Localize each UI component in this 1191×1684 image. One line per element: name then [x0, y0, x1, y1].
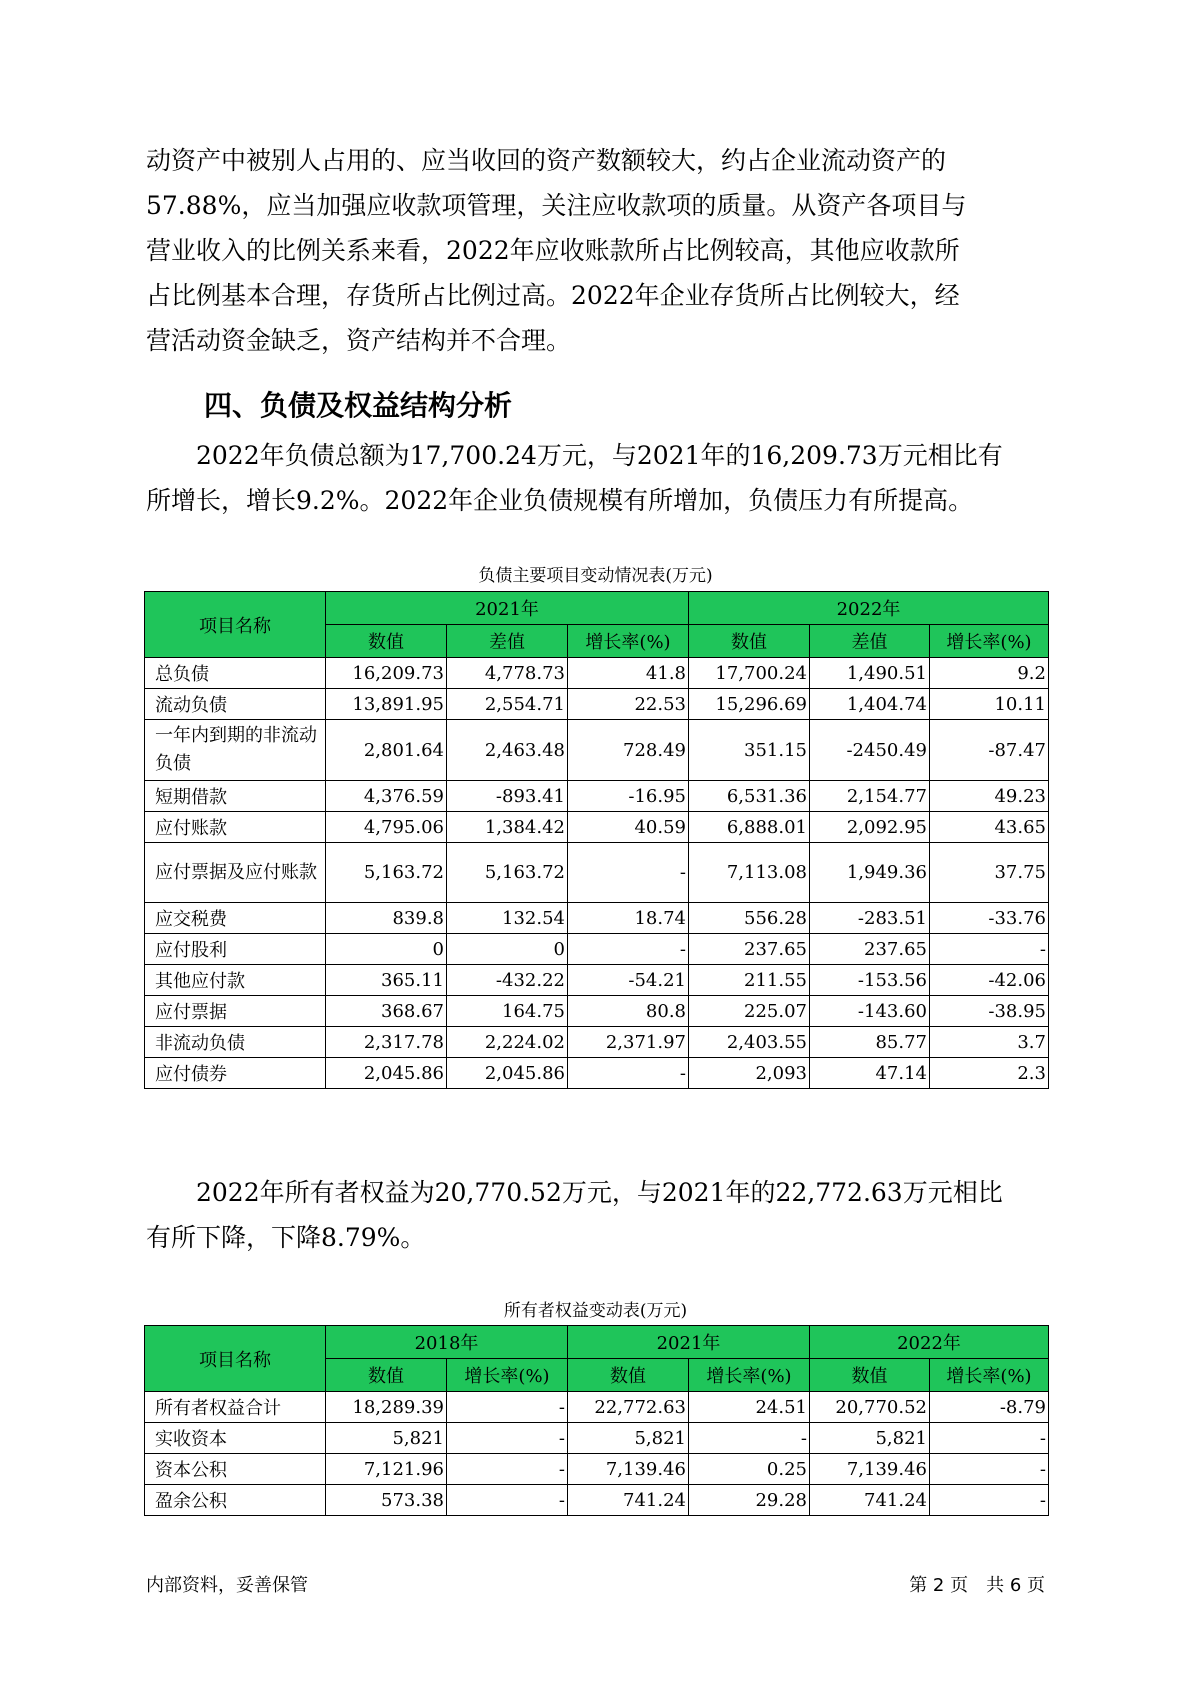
table-cell: - [930, 1485, 1049, 1516]
table-cell: 2.3 [930, 1058, 1049, 1089]
table-row [145, 1027, 1049, 1058]
table-cell: -432.22 [447, 965, 568, 996]
table-cell: 0 [326, 934, 447, 965]
table-cell: 5,163.72 [326, 843, 447, 903]
column-header: 差值 [810, 625, 930, 658]
table-cell: 7,113.08 [689, 843, 810, 903]
row-label: 应付票据 [145, 996, 326, 1027]
table-cell: 5,163.72 [447, 843, 568, 903]
table-cell: -153.56 [810, 965, 930, 996]
table-cell: 365.11 [326, 965, 447, 996]
table-cell: -283.51 [810, 903, 930, 934]
table-cell: 49.23 [930, 781, 1049, 812]
row-label: 应付账款 [145, 812, 326, 843]
row-label: 应付票据及应付账款 [145, 843, 326, 903]
row-label: 盈余公积 [145, 1485, 326, 1516]
column-header-name: 项目名称 [145, 1326, 326, 1392]
table-cell: 741.24 [810, 1485, 930, 1516]
debt-table-caption: 负债主要项目变动情况表(万元) [478, 566, 713, 586]
table-cell: - [568, 843, 689, 903]
text-line: 动资产中被别人占用的、应当收回的资产数额较大，约占企业流动资产的 [146, 146, 947, 175]
table-cell: 132.54 [447, 903, 568, 934]
text-line: 营活动资金缺乏，资产结构并不合理。 [146, 326, 572, 355]
equity-table-caption: 所有者权益变动表(万元) [503, 1301, 688, 1321]
text-line: 占比例基本合理，存货所占比例过高。2022年企业存货所占比例较大，经 [146, 281, 960, 310]
table-cell: - [447, 1485, 568, 1516]
table-cell: 16,209.73 [326, 658, 447, 689]
section-heading: 四、负债及权益结构分析 [204, 389, 513, 422]
table-row [145, 1058, 1049, 1089]
table-cell: 9.2 [930, 658, 1049, 689]
text-line: 2022年负债总额为17,700.24万元，与2021年的16,209.73万元相比有 [196, 441, 1003, 470]
column-header: 数值 [689, 625, 810, 658]
table-cell: 164.75 [447, 996, 568, 1027]
table-cell: 2,463.48 [447, 720, 568, 781]
debt-table-year-row [145, 592, 1049, 625]
equity-paragraph [146, 1170, 1046, 1260]
table-cell: 5,821 [810, 1423, 930, 1454]
table-cell: 573.38 [326, 1485, 447, 1516]
table-cell: - [568, 934, 689, 965]
column-header: 增长率(%) [568, 625, 689, 658]
year-header: 2022年 [689, 592, 1049, 625]
equity-table [144, 1325, 1049, 1516]
column-header: 增长率(%) [689, 1359, 810, 1392]
table-cell: 22.53 [568, 689, 689, 720]
row-label: 应付股利 [145, 934, 326, 965]
table-row [145, 1423, 1049, 1454]
row-label: 其他应付款 [145, 965, 326, 996]
table-cell: 2,554.71 [447, 689, 568, 720]
equity-table-year-row [145, 1326, 1049, 1359]
table-cell: 18.74 [568, 903, 689, 934]
debt-table [144, 591, 1049, 1089]
table-cell: -16.95 [568, 781, 689, 812]
table-cell: 18,289.39 [326, 1392, 447, 1423]
table-cell: 7,139.46 [568, 1454, 689, 1485]
footer-confidential-note: 内部资料，妥善保管 [146, 1575, 308, 1596]
table-cell: 351.15 [689, 720, 810, 781]
table-cell: 7,139.46 [810, 1454, 930, 1485]
table-cell: 2,224.02 [447, 1027, 568, 1058]
column-header: 增长率(%) [930, 625, 1049, 658]
table-cell: 839.8 [326, 903, 447, 934]
table-cell: -42.06 [930, 965, 1049, 996]
table-cell: 1,490.51 [810, 658, 930, 689]
table-row [145, 1485, 1049, 1516]
text-line: 所增长，增长9.2%。2022年企业负债规模有所增加，负债压力有所提高。 [146, 486, 974, 515]
table-row [145, 934, 1049, 965]
table-cell: - [447, 1454, 568, 1485]
table-cell: -38.95 [930, 996, 1049, 1027]
column-header: 数值 [326, 1359, 447, 1392]
table-cell: 10.11 [930, 689, 1049, 720]
table-cell: -2450.49 [810, 720, 930, 781]
table-row [145, 903, 1049, 934]
table-cell: 2,801.64 [326, 720, 447, 781]
table-cell: 3.7 [930, 1027, 1049, 1058]
table-cell: - [930, 1423, 1049, 1454]
table-cell: 4,795.06 [326, 812, 447, 843]
column-header-name: 项目名称 [145, 592, 326, 658]
table-cell: - [689, 1423, 810, 1454]
table-cell: 5,821 [568, 1423, 689, 1454]
table-cell: 2,371.97 [568, 1027, 689, 1058]
table-cell: 2,045.86 [447, 1058, 568, 1089]
table-cell: -893.41 [447, 781, 568, 812]
table-cell: - [930, 934, 1049, 965]
table-cell: 15,296.69 [689, 689, 810, 720]
table-cell: 225.07 [689, 996, 810, 1027]
table-cell: 728.49 [568, 720, 689, 781]
text-line: 57.88%，应当加强应收款项管理，关注应收款项的质量。从资产各项目与 [146, 191, 967, 220]
table-cell: 80.8 [568, 996, 689, 1027]
table-cell: 4,376.59 [326, 781, 447, 812]
row-label: 总负债 [145, 658, 326, 689]
table-cell: -8.79 [930, 1392, 1049, 1423]
table-cell: 0.25 [689, 1454, 810, 1485]
row-label: 实收资本 [145, 1423, 326, 1454]
table-row [145, 720, 1049, 781]
year-header: 2021年 [568, 1326, 810, 1359]
table-cell: 22,772.63 [568, 1392, 689, 1423]
table-cell: 741.24 [568, 1485, 689, 1516]
column-header: 数值 [326, 625, 447, 658]
table-row [145, 1454, 1049, 1485]
column-header: 数值 [810, 1359, 930, 1392]
table-cell: 2,092.95 [810, 812, 930, 843]
text-line: 2022年所有者权益为20,770.52万元，与2021年的22,772.63万元相比 [196, 1178, 1003, 1207]
table-cell: 41.8 [568, 658, 689, 689]
table-cell: 0 [447, 934, 568, 965]
table-cell: 6,888.01 [689, 812, 810, 843]
table-row [145, 781, 1049, 812]
row-label: 所有者权益合计 [145, 1392, 326, 1423]
row-label: 短期借款 [145, 781, 326, 812]
table-cell: 211.55 [689, 965, 810, 996]
table-cell: 85.77 [810, 1027, 930, 1058]
footer-page-number: 第 2 页 共 6 页 [909, 1575, 1045, 1596]
table-cell: 1,949.36 [810, 843, 930, 903]
table-cell: 43.65 [930, 812, 1049, 843]
table-cell: 5,821 [326, 1423, 447, 1454]
column-header: 增长率(%) [930, 1359, 1049, 1392]
table-cell: - [447, 1423, 568, 1454]
table-row [145, 658, 1049, 689]
table-cell: 40.59 [568, 812, 689, 843]
table-row [145, 812, 1049, 843]
text-line: 有所下降，下降8.79%。 [146, 1223, 426, 1252]
table-cell: 6,531.36 [689, 781, 810, 812]
row-label: 流动负债 [145, 689, 326, 720]
table-cell: 2,317.78 [326, 1027, 447, 1058]
table-cell: -87.47 [930, 720, 1049, 781]
table-cell: 20,770.52 [810, 1392, 930, 1423]
row-label: 资本公积 [145, 1454, 326, 1485]
table-cell: 368.67 [326, 996, 447, 1027]
table-cell: 237.65 [689, 934, 810, 965]
column-header: 数值 [568, 1359, 689, 1392]
table-row [145, 689, 1049, 720]
table-cell: 556.28 [689, 903, 810, 934]
table-cell: -54.21 [568, 965, 689, 996]
table-cell: 2,045.86 [326, 1058, 447, 1089]
table-cell: 237.65 [810, 934, 930, 965]
table-cell: 2,154.77 [810, 781, 930, 812]
table-cell: - [568, 1058, 689, 1089]
table-cell: 1,384.42 [447, 812, 568, 843]
debt-table-body [145, 658, 1049, 1089]
year-header: 2022年 [810, 1326, 1049, 1359]
table-cell: 2,093 [689, 1058, 810, 1089]
equity-table-body [145, 1392, 1049, 1516]
table-cell: 1,404.74 [810, 689, 930, 720]
column-header: 差值 [447, 625, 568, 658]
table-cell: 7,121.96 [326, 1454, 447, 1485]
table-cell: 47.14 [810, 1058, 930, 1089]
table-cell: 2,403.55 [689, 1027, 810, 1058]
table-row [145, 1392, 1049, 1423]
table-cell: 37.75 [930, 843, 1049, 903]
column-header: 增长率(%) [447, 1359, 568, 1392]
year-header: 2021年 [326, 592, 689, 625]
table-cell: - [930, 1454, 1049, 1485]
table-cell: 13,891.95 [326, 689, 447, 720]
text-line: 营业收入的比例关系来看，2022年应收账款所占比例较高，其他应收款所 [146, 236, 960, 265]
table-cell: -143.60 [810, 996, 930, 1027]
table-cell: 17,700.24 [689, 658, 810, 689]
row-label: 一年内到期的非流动负债 [145, 720, 326, 781]
table-cell: 29.28 [689, 1485, 810, 1516]
debt-paragraph [146, 433, 1046, 523]
row-label: 非流动负债 [145, 1027, 326, 1058]
table-row [145, 965, 1049, 996]
year-header: 2018年 [326, 1326, 568, 1359]
table-cell: -33.76 [930, 903, 1049, 934]
table-cell: 4,778.73 [447, 658, 568, 689]
table-cell: 24.51 [689, 1392, 810, 1423]
row-label: 应付债券 [145, 1058, 326, 1089]
table-row [145, 996, 1049, 1027]
table-row [145, 843, 1049, 903]
row-label: 应交税费 [145, 903, 326, 934]
intro-paragraph [146, 138, 1046, 363]
table-cell: - [447, 1392, 568, 1423]
